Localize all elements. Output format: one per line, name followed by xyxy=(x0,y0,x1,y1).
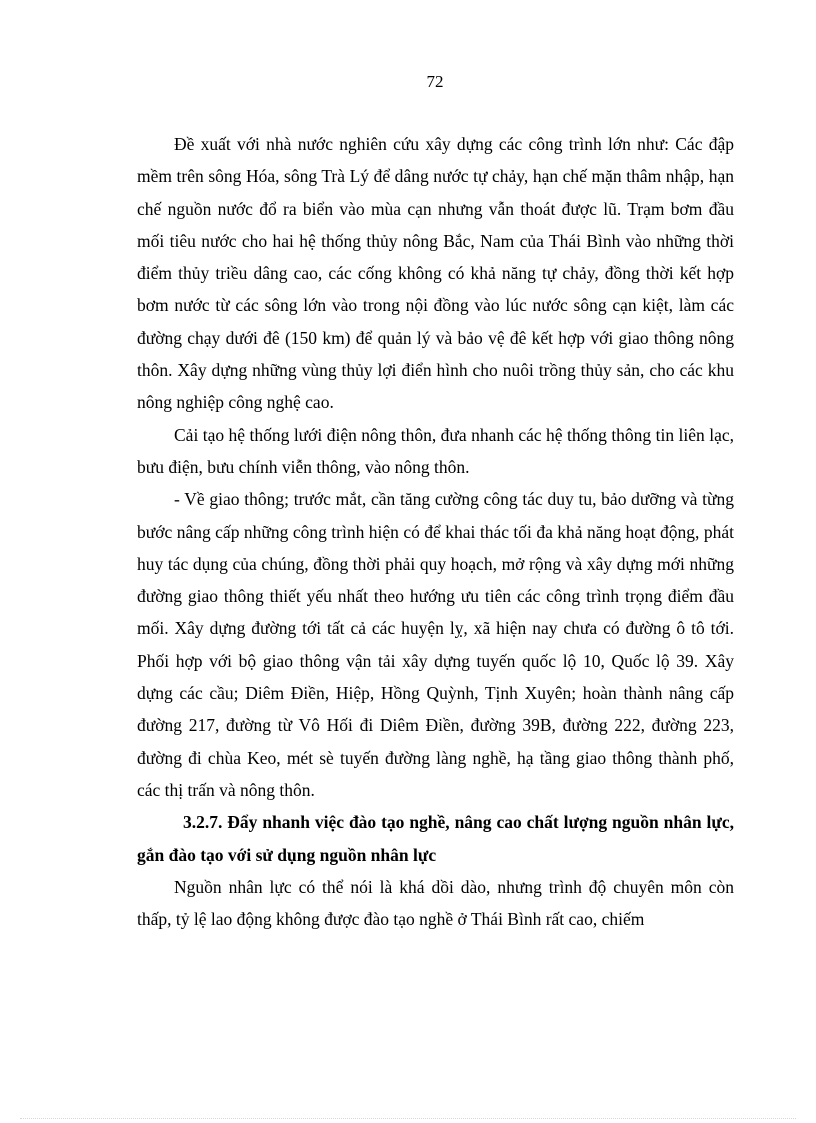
paragraph-transport: - Về giao thông; trước mắt, cần tăng cường công tác duy tu, bảo dưỡng và từng bước nâng cấp những công trình hiện có để khai thác tối đa khả năng hoạt động, phát huy tác dụng của chúng, đồng thời phải quy hoạch, mở rộng và xây dựng mới những đường giao thông thiết yếu nhất theo hướng ưu tiên các công trình trọng điểm đầu mối. Xây dựng đường tới tất cả các huyện lỵ, xã hiện nay chưa có đường ô tô tới. Phối hợp với bộ giao thông vận tải xây dựng tuyến quốc lộ 10, Quốc lộ 39. Xây dựng các cầu; Diêm Điền, Hiệp, Hồng Quỳnh, Tịnh Xuyên; hoàn thành nâng cấp đường 217, đường từ Vô Hối đi Diêm Điền, đường 39B, đường 222, đường 223, đường đi chùa Keo, mét sè tuyến đường làng nghề, hạ tầng giao thông thành phố, các thị trấn và nông thôn. xyxy=(137,489,734,800)
page-number: 72 xyxy=(426,72,444,91)
document-body xyxy=(137,128,734,935)
paragraph-human-resources: Nguồn nhân lực có thể nói là khá dồi dào, nhưng trình độ chuyên môn còn thấp, tỷ lệ lao động không được đào tạo nghề ở Thái Bình rất cao, chiếm xyxy=(137,876,734,930)
paragraph-irrigation-proposal: Đề xuất với nhà nước nghiên cứu xây dựng các công trình lớn như: Các đập mềm trên sông Hóa, sông Trà Lý để dâng nước tự chảy, hạn chế mặn thâm nhập, hạn chế nguồn nước đổ ra biển vào mùa cạn nhưng vẫn thoát được lũ. Trạm bơm đầu mối tiêu nước cho hai hệ thống thủy nông Bắc, Nam của Thái Bình vào những thời điểm thủy triều dâng cao, các cống không có khả năng tự chảy, đồng thời kết hợp bơm nước từ các sông lớn vào trong nội đồng vào lúc nước sông cạn kiệt, làm các đường chạy dưới đê (150 km) để quản lý và bảo vệ đê kết hợp với giao thông nông thôn. Xây dựng những vùng thủy lợi điển hình cho nuôi trồng thủy sản, cho các khu nông nghiệp công nghệ cao. xyxy=(137,134,734,413)
section-heading: 3.2.7. Đẩy nhanh việc đào tạo nghề, nâng cao chất lượng nguồn nhân lực, gắn đào tạo với sử dụng nguồn nhân lực xyxy=(137,812,734,865)
paragraph-power-telecom: Cải tạo hệ thống lưới điện nông thôn, đưa nhanh các hệ thống thông tin liên lạc, bưu điện, bưu chính viễn thông, vào nông thôn. xyxy=(137,424,734,477)
page-bottom-divider xyxy=(20,1118,796,1119)
